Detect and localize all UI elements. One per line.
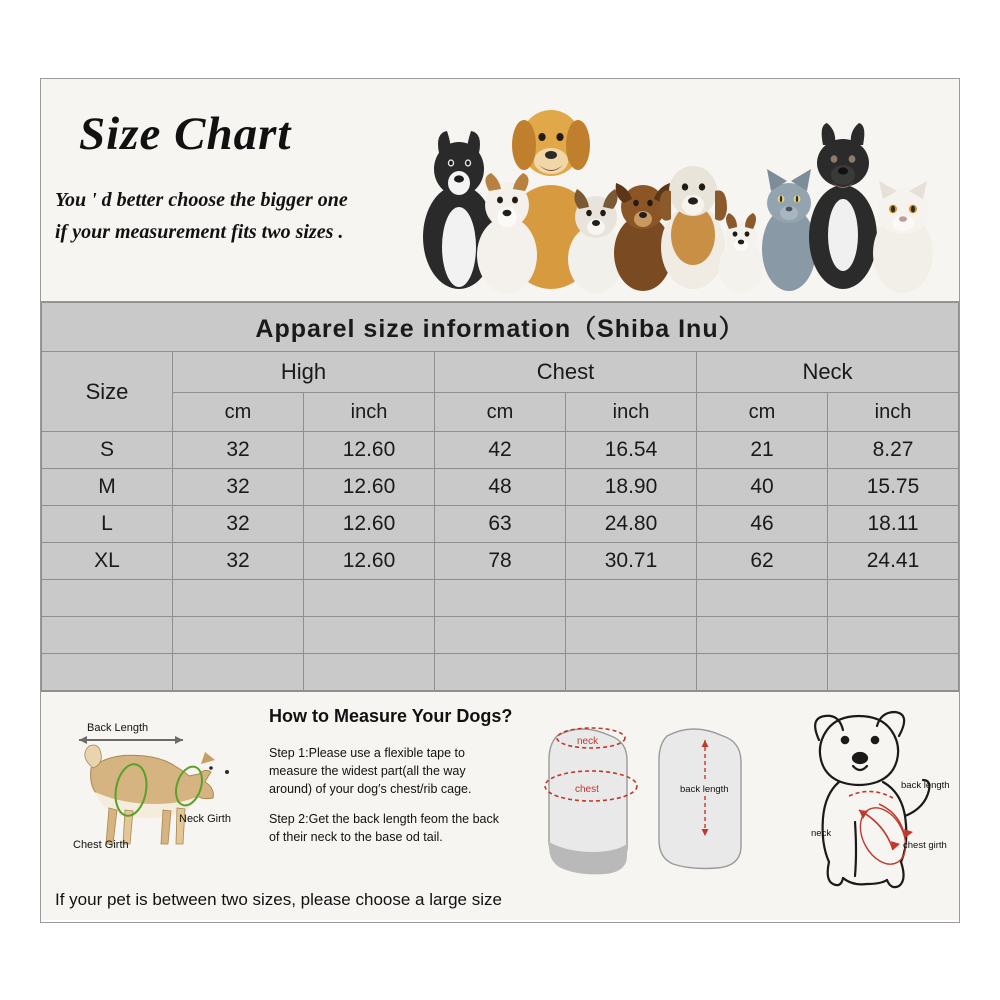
table-title-row <box>42 303 959 352</box>
row-size: M <box>42 469 173 506</box>
label-back-length: Back Length <box>87 722 149 734</box>
step-2-text: Step 2:Get the back length feom the back of their neck to the base od tail. <box>269 812 500 845</box>
label-neck-girth: Neck Girth <box>179 813 231 825</box>
label-garment-back-length: back length <box>680 784 729 795</box>
header-unit-high-inch: inch <box>304 393 435 432</box>
cell-neck-cm: 62 <box>697 543 828 580</box>
cell-neck-cm: 40 <box>697 469 828 506</box>
pets-photo <box>411 87 951 293</box>
header-unit-chest-cm: cm <box>435 393 566 432</box>
cell-neck-inch: 18.11 <box>828 506 959 543</box>
howto-title: How to Measure Your Dogs? <box>269 706 513 726</box>
cell-neck-inch: 24.41 <box>828 543 959 580</box>
table-row <box>42 469 959 506</box>
cell-high-cm: 32 <box>173 506 304 543</box>
cell-chest-cm: 42 <box>435 432 566 469</box>
table-row <box>42 543 959 580</box>
label-right-back-length: back length <box>901 780 950 791</box>
header-group-neck: Neck <box>697 352 959 393</box>
label-garment-neck: neck <box>577 736 599 747</box>
page-title: Size Chart <box>79 108 292 160</box>
table-title: Apparel size information（Shiba Inu） <box>42 303 959 352</box>
table-row <box>42 506 959 543</box>
cell-high-inch: 12.60 <box>304 432 435 469</box>
header-unit-neck-inch: inch <box>828 393 959 432</box>
measure-instructions-panel <box>41 691 959 920</box>
cell-chest-cm: 63 <box>435 506 566 543</box>
table-empty-row <box>42 654 959 691</box>
cell-high-cm: 32 <box>173 543 304 580</box>
row-size: S <box>42 432 173 469</box>
size-table <box>41 302 959 691</box>
size-chart-sheet <box>40 78 960 923</box>
header-size: Size <box>42 352 173 432</box>
table-row <box>42 432 959 469</box>
cell-chest-inch: 30.71 <box>566 543 697 580</box>
cell-chest-cm: 78 <box>435 543 566 580</box>
step-1-text: Step 1:Please use a flexible tape to measure the widest part(all the way around) of your dog′s chest/rib cage. <box>269 746 472 797</box>
table-empty-row <box>42 617 959 654</box>
header-unit-high-cm: cm <box>173 393 304 432</box>
cell-high-inch: 12.60 <box>304 543 435 580</box>
size-table-container <box>41 302 959 691</box>
footnote-text: If your pet is between two sizes, please choose a large size <box>55 890 502 909</box>
row-size: XL <box>42 543 173 580</box>
header-group-chest: Chest <box>435 352 697 393</box>
cell-neck-inch: 8.27 <box>828 432 959 469</box>
cell-neck-cm: 46 <box>697 506 828 543</box>
subtitle-line-1: You ' d better choose the bigger one <box>55 189 348 211</box>
header-group-high: High <box>173 352 435 393</box>
label-right-neck: neck <box>811 828 832 839</box>
table-group-header-row <box>42 352 959 393</box>
row-size: L <box>42 506 173 543</box>
label-garment-chest: chest <box>575 784 599 795</box>
cell-high-inch: 12.60 <box>304 506 435 543</box>
dog-measurement-diagram-left <box>51 706 261 856</box>
label-right-chest-girth: chest girth <box>903 840 947 851</box>
dog-measurement-diagram-right <box>783 700 963 905</box>
cell-neck-inch: 15.75 <box>828 469 959 506</box>
table-empty-row <box>42 580 959 617</box>
cell-chest-inch: 16.54 <box>566 432 697 469</box>
subtitle-line-2: if your measurement fits two sizes . <box>55 221 344 243</box>
header-band <box>41 79 959 302</box>
cell-high-cm: 32 <box>173 469 304 506</box>
cell-high-cm: 32 <box>173 432 304 469</box>
cell-chest-inch: 24.80 <box>566 506 697 543</box>
cell-high-inch: 12.60 <box>304 469 435 506</box>
label-chest-girth: Chest Girth <box>73 839 129 851</box>
header-unit-neck-cm: cm <box>697 393 828 432</box>
table-unit-header-row <box>42 393 959 432</box>
cell-chest-inch: 18.90 <box>566 469 697 506</box>
header-unit-chest-inch: inch <box>566 393 697 432</box>
cell-chest-cm: 48 <box>435 469 566 506</box>
cell-neck-cm: 21 <box>697 432 828 469</box>
garment-measurement-diagram <box>539 710 769 880</box>
